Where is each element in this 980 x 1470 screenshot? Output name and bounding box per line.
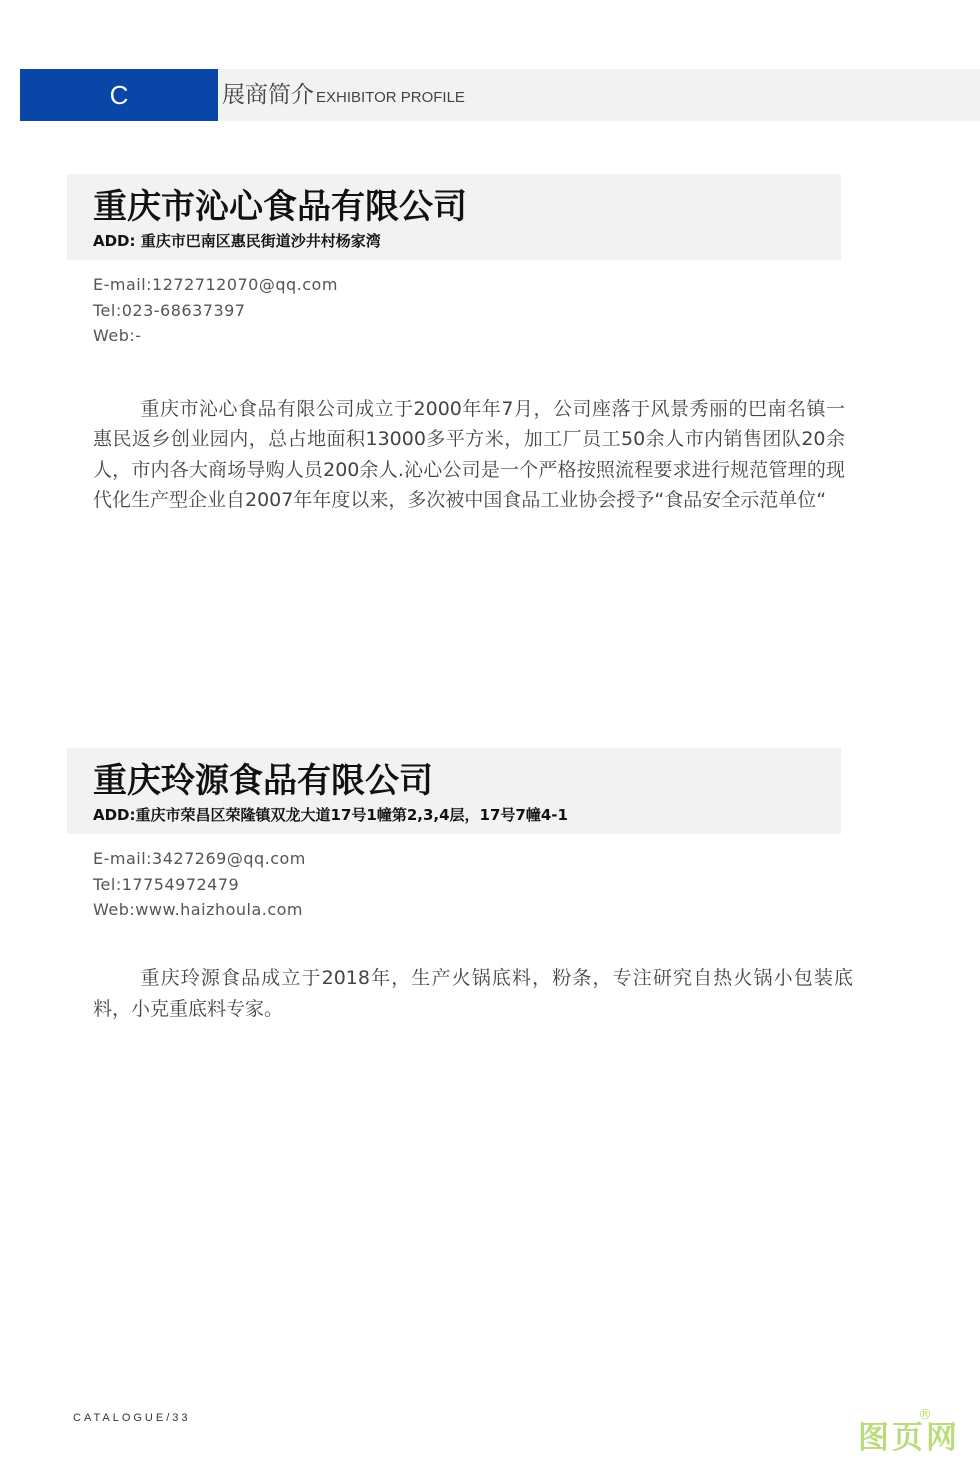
company-name: 重庆市沁心食品有限公司 <box>93 187 467 227</box>
section-header <box>20 69 980 121</box>
contact-info <box>93 846 857 923</box>
company-email: E-mail:1272712070@qq.com <box>93 275 338 294</box>
company-web: Web:- <box>93 326 142 345</box>
exhibitor-entry <box>67 748 857 1025</box>
registered-mark-icon: ® <box>918 1407 932 1423</box>
exhibitor-header <box>67 748 841 834</box>
section-title-en: EXHIBITOR PROFILE <box>316 89 465 106</box>
company-tel: Tel:023-68637397 <box>93 300 246 320</box>
section-title <box>222 81 465 112</box>
exhibitor-entry <box>67 174 857 516</box>
company-description: 重庆市沁心食品有限公司成立于2000年年7月，公司座落于风景秀丽的巴南名镇一惠民返乡创业园内，总占地面积13000多平方米，加工厂员工50余人市内销售团队20余人，市内各大商场导购人员200余人.沁心公司是一个严格按照流程要求进行规范管理的现代化生产型企业自2007年年度以来，多次被中国食品工业协会授予“食品安全示范单位“ <box>93 397 845 511</box>
company-web: Web:www.haizhoula.com <box>93 900 304 919</box>
company-email: E-mail:3427269@qq.com <box>93 849 306 868</box>
watermark-logo: 图页网 <box>858 1420 960 1456</box>
exhibitor-header <box>67 174 841 260</box>
company-address: ADD:重庆市荣昌区荣隆镇双龙大道17号1幢第2,3,4层，17号7幢4-1 <box>93 806 568 824</box>
company-address: ADD: 重庆市巴南区惠民街道沙井村杨家湾 <box>93 232 381 250</box>
contact-info <box>93 272 857 349</box>
section-title-cn: 展商简介 <box>222 82 314 108</box>
section-letter-badge: C <box>20 69 218 121</box>
company-tel: Tel:17754972479 <box>93 874 240 894</box>
page-number: CATALOGUE/33 <box>73 1412 191 1424</box>
company-description: 重庆玲源食品成立于2018年，生产火锅底料，粉条，专注研究自热火锅小包装底料，小克重底料专家。 <box>93 966 853 1020</box>
company-name: 重庆玲源食品有限公司 <box>93 761 433 801</box>
